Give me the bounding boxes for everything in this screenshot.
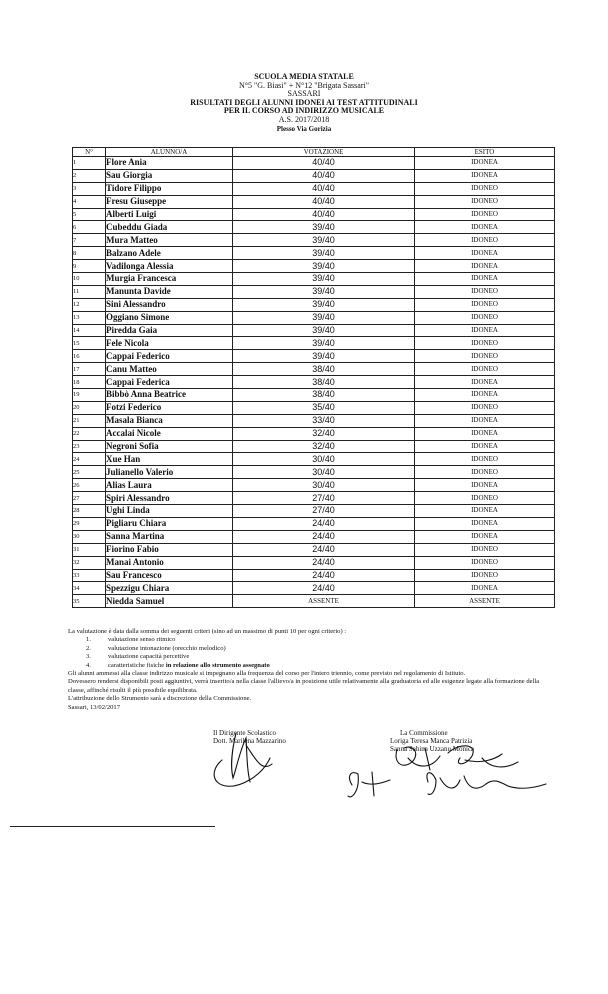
column-header-vote: VOTAZIONE <box>233 148 415 157</box>
student-outcome: IDONEA <box>415 221 555 234</box>
student-name: Mura Matteo <box>106 234 233 247</box>
student-outcome: IDONEA <box>415 247 555 260</box>
document-date: Sassari, 13/02/2017 <box>68 703 121 711</box>
row-number: 30 <box>73 530 106 543</box>
principal-title: Il Dirigente Scolastico <box>213 729 276 737</box>
city: SASSARI <box>287 89 321 99</box>
student-outcome: IDONEA <box>415 530 555 543</box>
note-additional-places: Dovessero rendersi disponibili posti aggiuntivi, verrà inserito/a nella classe l'allievo/a in posizione utile relativamente alla graduatoria ed alle esigenze legate alla formazione della classe, affinché risulti il più possibile equilibrata. <box>68 678 540 694</box>
student-outcome: IDONEO <box>415 453 555 466</box>
student-vote: 30/40 <box>233 479 415 492</box>
student-name: Balzano Adele <box>106 247 233 260</box>
row-number: 14 <box>73 324 106 337</box>
criterion-item: 4. caratteristiche fisiche in relazione allo strumento assegnato <box>86 661 270 669</box>
student-name: Pigliaru Chiara <box>106 517 233 530</box>
student-outcome: IDONEA <box>415 505 555 518</box>
row-number: 11 <box>73 285 106 298</box>
student-outcome: IDONEA <box>415 440 555 453</box>
student-name: Alias Laura <box>106 479 233 492</box>
student-outcome: IDONEO <box>415 350 555 363</box>
student-vote: 32/40 <box>233 440 415 453</box>
student-vote: 38/40 <box>233 376 415 389</box>
row-number: 24 <box>73 453 106 466</box>
row-number: 4 <box>73 195 106 208</box>
student-vote: 24/40 <box>233 517 415 530</box>
student-vote: 38/40 <box>233 389 415 402</box>
row-number: 12 <box>73 298 106 311</box>
commission-signature-4 <box>427 773 546 795</box>
commission-signature-3 <box>348 772 390 797</box>
student-name: Piredda Gaia <box>106 324 233 337</box>
commission-signature-1 <box>396 747 440 770</box>
row-number: 18 <box>73 376 106 389</box>
student-vote: 39/40 <box>233 311 415 324</box>
school-name: SCUOLA MEDIA STATALE <box>254 72 354 81</box>
student-name: Manai Antonio <box>106 556 233 569</box>
student-name: Bibbò Anna Beatrice <box>106 389 233 402</box>
student-vote: 24/40 <box>233 530 415 543</box>
student-outcome: IDONEA <box>415 427 555 440</box>
student-vote: 24/40 <box>233 543 415 556</box>
student-vote: 39/40 <box>233 273 415 286</box>
commission-title: La Commissione <box>400 729 448 737</box>
student-vote: 40/40 <box>233 208 415 221</box>
student-outcome: IDONEO <box>415 298 555 311</box>
student-outcome: IDONEO <box>415 195 555 208</box>
student-name: Spezzigu Chiara <box>106 582 233 595</box>
student-name: Tidore Filippo <box>106 182 233 195</box>
student-name: Sanna Martina <box>106 530 233 543</box>
document-title-2: PER IL CORSO AD INDIRIZZO MUSICALE <box>223 106 385 116</box>
student-name: Spiri Alessandro <box>106 492 233 505</box>
student-vote: 27/40 <box>233 505 415 518</box>
column-header-number: N° <box>73 148 106 157</box>
student-name: Xue Han <box>106 453 233 466</box>
student-name: Sau Francesco <box>106 569 233 582</box>
student-vote: 39/40 <box>233 298 415 311</box>
student-outcome: IDONEO <box>415 234 555 247</box>
note-instrument: L'attribuzione dello Strumento sarà a discrezione della Commissione. <box>68 695 252 703</box>
row-number: 10 <box>73 273 106 286</box>
student-name: Sau Giorgia <box>106 169 233 182</box>
row-number: 27 <box>73 492 106 505</box>
principal-signature <box>214 733 272 786</box>
bottom-rule <box>10 826 215 827</box>
row-number: 2 <box>73 169 106 182</box>
row-number: 35 <box>73 595 106 608</box>
row-number: 19 <box>73 389 106 402</box>
student-vote: 39/40 <box>233 221 415 234</box>
student-outcome: IDONEO <box>415 311 555 324</box>
document-title-1: RISULTATI DEGLI ALUNNI IDONEI AI TEST ATTITUDINALI <box>190 97 418 107</box>
student-outcome: IDONEO <box>415 466 555 479</box>
student-outcome: IDONEO <box>415 285 555 298</box>
criterion-item: 3. valutazione capacità percettive <box>86 653 190 661</box>
row-number: 32 <box>73 556 106 569</box>
student-name: Accalai Nicole <box>106 427 233 440</box>
student-name: Murgia Francesca <box>106 273 233 286</box>
row-number: 25 <box>73 466 106 479</box>
row-number: 1 <box>73 157 106 170</box>
student-vote: 32/40 <box>233 427 415 440</box>
commission-members-1: Loriga Teresa Manca Patrizia <box>390 737 473 745</box>
student-vote: 30/40 <box>233 453 415 466</box>
student-outcome: IDONEA <box>415 517 555 530</box>
principal-name: Dott. Marilena Mazzarino <box>213 737 286 745</box>
row-number: 29 <box>73 517 106 530</box>
student-vote: 39/40 <box>233 350 415 363</box>
student-outcome: IDONEO <box>415 363 555 376</box>
student-outcome: IDONEA <box>415 389 555 402</box>
criterion-item: 2. valutazione intonazione (orecchio melodico) <box>86 644 226 652</box>
student-name: Fele Nicola <box>106 337 233 350</box>
student-outcome: IDONEA <box>415 479 555 492</box>
student-name: Fotzi Federico <box>106 401 233 414</box>
student-name: Cubeddu Giada <box>106 221 233 234</box>
student-outcome: IDONEO <box>415 337 555 350</box>
student-vote: 24/40 <box>233 569 415 582</box>
column-header-student: ALUNNO/A <box>106 148 233 157</box>
student-name: Fiorino Fabio <box>106 543 233 556</box>
row-number: 22 <box>73 427 106 440</box>
student-vote: 39/40 <box>233 285 415 298</box>
student-outcome: IDONEA <box>415 582 555 595</box>
row-number: 21 <box>73 414 106 427</box>
student-vote: 24/40 <box>233 582 415 595</box>
student-outcome: IDONEO <box>415 543 555 556</box>
row-number: 3 <box>73 182 106 195</box>
student-vote: 39/40 <box>233 234 415 247</box>
student-vote: 40/40 <box>233 169 415 182</box>
row-number: 8 <box>73 247 106 260</box>
row-number: 34 <box>73 582 106 595</box>
row-number: 7 <box>73 234 106 247</box>
student-name: Fresu Giuseppe <box>106 195 233 208</box>
student-name: Niedda Samuel <box>106 595 233 608</box>
student-vote: 33/40 <box>233 414 415 427</box>
student-vote: 27/40 <box>233 492 415 505</box>
row-number: 33 <box>73 569 106 582</box>
student-vote: 39/40 <box>233 260 415 273</box>
student-outcome: IDONEO <box>415 556 555 569</box>
student-name: Alberti Luigi <box>106 208 233 221</box>
student-outcome: IDONEA <box>415 157 555 170</box>
student-vote: 38/40 <box>233 363 415 376</box>
row-number: 26 <box>73 479 106 492</box>
row-number: 31 <box>73 543 106 556</box>
student-name: Ughi Linda <box>106 505 233 518</box>
student-name: Manunta Davide <box>106 285 233 298</box>
student-vote: ASSENTE <box>233 595 415 608</box>
row-number: 20 <box>73 401 106 414</box>
student-vote: 40/40 <box>233 195 415 208</box>
student-name: Negroni Sofia <box>106 440 233 453</box>
student-name: Julianello Valerio <box>106 466 233 479</box>
student-outcome: IDONEA <box>415 273 555 286</box>
student-outcome: IDONEA <box>415 376 555 389</box>
row-number: 17 <box>73 363 106 376</box>
student-name: Vadilonga Alessia <box>106 260 233 273</box>
student-name: Sini Alessandro <box>106 298 233 311</box>
student-name: Oggiano Simone <box>106 311 233 324</box>
row-number: 15 <box>73 337 106 350</box>
student-vote: 39/40 <box>233 247 415 260</box>
row-number: 6 <box>73 221 106 234</box>
institutes: N°5 "G. Biasi" + N°12 "Brigata Sassari" <box>239 80 369 90</box>
student-name: Flore Ania <box>106 157 233 170</box>
student-outcome: IDONEO <box>415 401 555 414</box>
row-number: 23 <box>73 440 106 453</box>
row-number: 28 <box>73 505 106 518</box>
student-vote: 39/40 <box>233 324 415 337</box>
plesso: Plesso Via Gorizia <box>276 124 332 133</box>
student-vote: 35/40 <box>233 401 415 414</box>
row-number: 5 <box>73 208 106 221</box>
column-header-outcome: ESITO <box>415 148 555 157</box>
student-outcome: IDONEO <box>415 208 555 221</box>
student-vote: 30/40 <box>233 466 415 479</box>
student-name: Cappai Federica <box>106 376 233 389</box>
criteria-intro: La valutazione è data dalla somma dei seguenti criteri (sino ad un massimo di punti 10 per ogni criterio) : <box>68 628 347 635</box>
note-commitment: Gli alunni ammessi alla classe indirizzo musicale si impegnano alla frequenza del corso per l'intero triennio, come previsto nel regolamento di Istituto. <box>68 670 466 678</box>
student-outcome: IDONEO <box>415 492 555 505</box>
row-number: 16 <box>73 350 106 363</box>
commission-members-2: Sanna Sabina Uzzanu Monica <box>390 745 475 753</box>
row-number: 9 <box>73 260 106 273</box>
student-vote: 24/40 <box>233 556 415 569</box>
student-outcome: IDONEO <box>415 182 555 195</box>
student-name: Masala Bianca <box>106 414 233 427</box>
student-vote: 40/40 <box>233 157 415 170</box>
row-number: 13 <box>73 311 106 324</box>
student-name: Cappai Federico <box>106 350 233 363</box>
student-outcome: ASSENTE <box>415 595 555 608</box>
student-vote: 39/40 <box>233 337 415 350</box>
student-outcome: IDONEA <box>415 169 555 182</box>
student-outcome: IDONEA <box>415 260 555 273</box>
student-name: Canu Matteo <box>106 363 233 376</box>
school-year: A.S. 2017/2018 <box>278 114 330 124</box>
commission-signature-2 <box>448 746 518 767</box>
student-outcome: IDONEA <box>415 324 555 337</box>
student-outcome: IDONEO <box>415 569 555 582</box>
student-outcome: IDONEA <box>415 414 555 427</box>
student-vote: 40/40 <box>233 182 415 195</box>
criterion-item: 1. valutazione senso ritmico <box>86 636 176 644</box>
